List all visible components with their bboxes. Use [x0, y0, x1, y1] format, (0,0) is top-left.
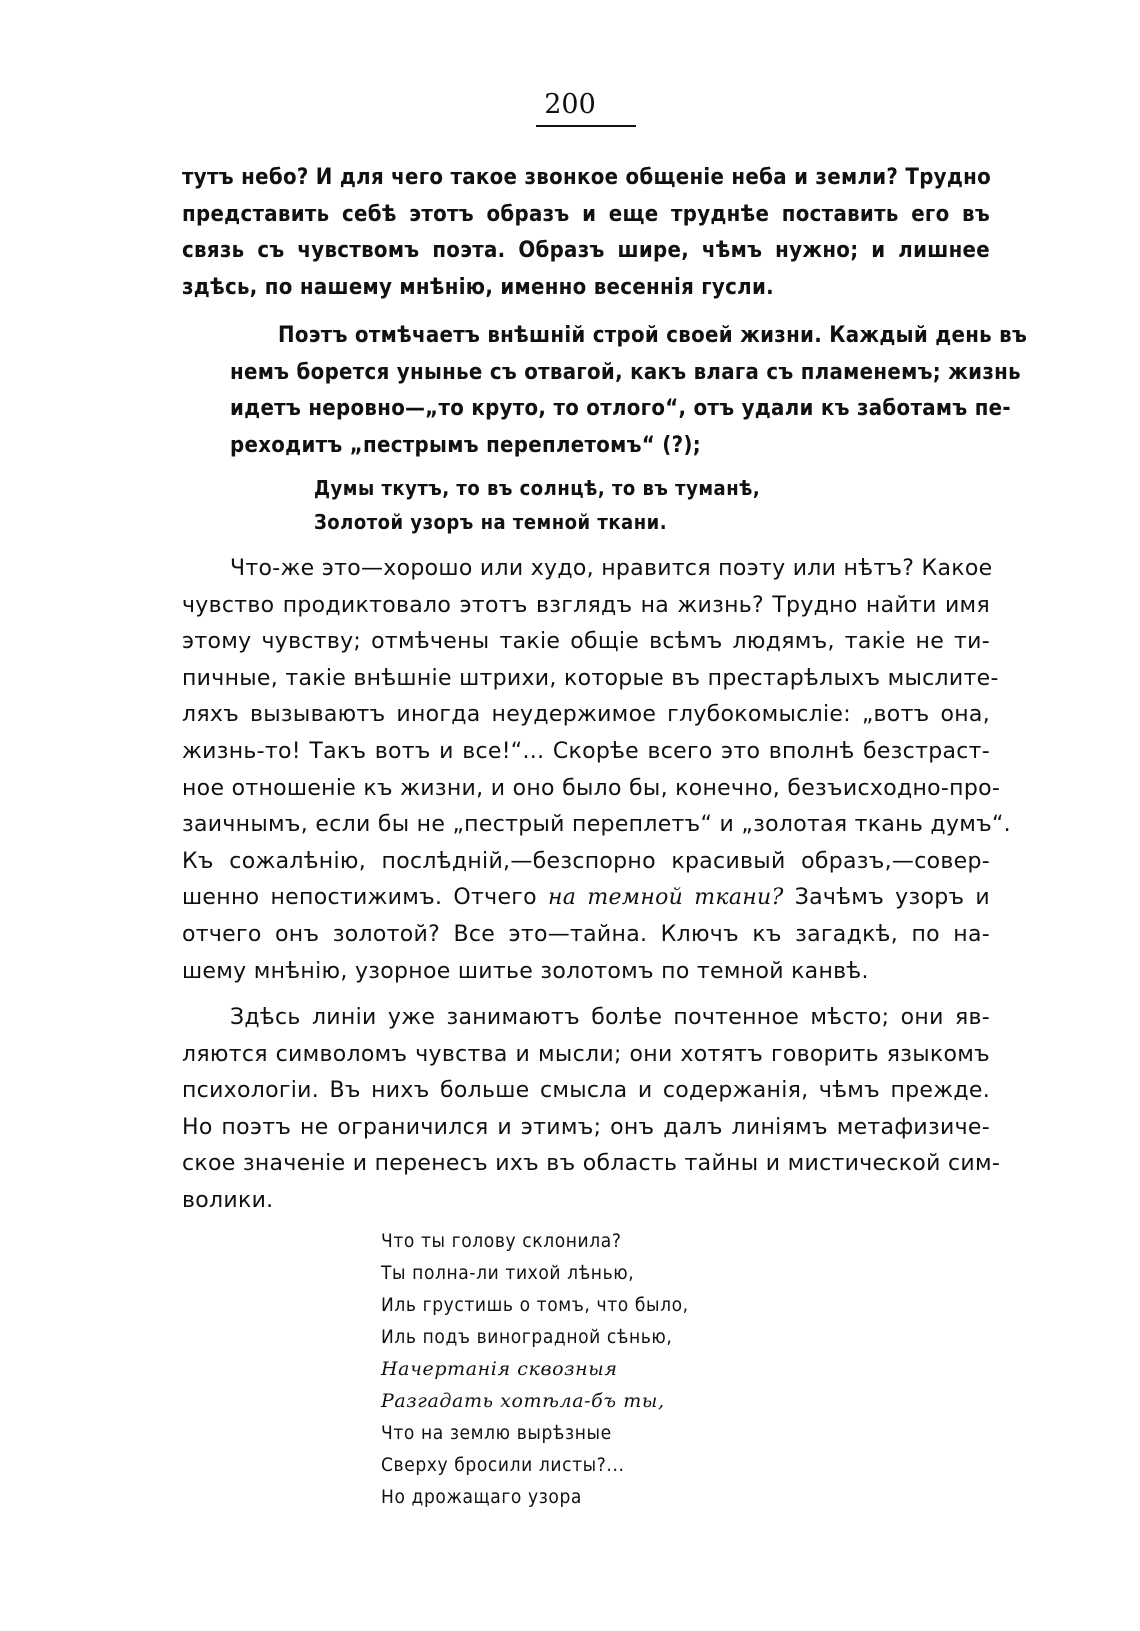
text-line: ное отношеніе къ жизни, и оно было бы, конечно, безъисходно-про-: [182, 775, 1001, 801]
verse-line: Золотой узоръ на темной ткани.: [314, 510, 668, 534]
verse-line: Но дрожащаго узора: [381, 1486, 582, 1508]
verse-line-italic: Начертанія сквозныя: [381, 1358, 618, 1380]
text-line: реходитъ „пестрымъ переплетомъ“ (?);: [230, 432, 701, 458]
verse-line: Ты полна-ли тихой лѣнью,: [381, 1262, 635, 1284]
text-line: заичнымъ, если бы не „пестрый переплетъ“ и „золотая ткань думъ“.: [182, 812, 1011, 838]
text-line: идетъ неровно—„то круто, то отлого“, отъ удали къ заботамъ пе-: [230, 396, 1011, 422]
verse-line: Иль грустишь о томъ, что было,: [381, 1294, 689, 1316]
text-segment: Зачѣмъ узоръ и: [794, 885, 991, 911]
text-line: связь съ чувствомъ поэта. Образъ шире, чѣмъ нужно; и лишнее: [182, 238, 990, 264]
text-line: этому чувству; отмѣчены такіе общіе всѣмъ людямъ, такіе не ти-: [182, 629, 990, 655]
paragraph-2: [182, 318, 1028, 464]
verse-line: Думы ткутъ, то въ солнцѣ, то въ туманѣ,: [314, 476, 761, 500]
text-line: ское значеніе и перенесъ ихъ въ область тайны и мистической сим-: [182, 1151, 1001, 1177]
paragraph-1: [182, 160, 990, 306]
verse-line-italic: Разгадать хотѣла-бъ ты,: [381, 1390, 665, 1412]
text-line: Къ сожалѣнію, послѣдній,—безспорно красивый образъ,—совер-: [182, 848, 990, 874]
text-line: ляются символомъ чувства и мысли; они хотятъ говорить языкомъ: [182, 1041, 990, 1067]
text-line: пичные, такіе внѣшніе штрихи, которые въ престарѣлыхъ мыслите-: [182, 665, 999, 691]
text-line-mixed: [182, 880, 990, 917]
verse-line: Иль подъ виноградной сѣнью,: [381, 1326, 673, 1348]
verse-quote-2: [381, 1225, 689, 1513]
text-line: здѣсь, по нашему мнѣнію, именно весеннія гусли.: [182, 274, 774, 300]
italic-phrase: на темной ткани?: [548, 885, 784, 911]
text-segment: шенно непостижимъ. Отчего: [182, 885, 537, 911]
text-line: отчего онъ золотой? Все это—тайна. Ключъ къ загадкѣ, по на-: [182, 921, 990, 947]
text-line: тутъ небо? И для чего такое звонкое общеніе неба и земли? Трудно: [182, 165, 992, 190]
text-line: шему мнѣнію, узорное шитье золотомъ по темной канвѣ.: [182, 958, 869, 984]
text-line: Поэтъ отмѣчаетъ внѣшній строй своей жизни. Каждый день въ: [278, 323, 1028, 348]
verse-quote-1: [314, 471, 760, 539]
paragraph-4: [182, 1000, 1001, 1220]
verse-line: Что ты голову склонила?: [381, 1230, 622, 1252]
page-number-rule: [536, 125, 636, 127]
text-line: представить себѣ этотъ образъ и еще труднѣе поставить его въ: [182, 201, 990, 227]
text-line: жизнь-то! Такъ вотъ и все!“... Скорѣе всего это вполнѣ безстраст-: [182, 738, 990, 764]
text-line: психологіи. Въ нихъ больше смысла и содержанія, чѣмъ прежде.: [182, 1078, 990, 1104]
paragraph-3: [182, 551, 1011, 990]
text-line: Что-же это—хорошо или худо, нравится поэту или нѣтъ? Какое: [230, 556, 993, 581]
verse-line: Сверху бросили листы?...: [381, 1454, 625, 1476]
text-line: Но поэтъ не ограничился и этимъ; онъ далъ линіямъ метафизиче-: [182, 1114, 990, 1140]
page-number: 200: [544, 89, 596, 120]
text-line: волики.: [182, 1187, 274, 1213]
text-line: Здѣсь линіи уже занимаютъ болѣе почтенное мѣсто; они яв-: [230, 1005, 990, 1030]
text-line: чувство продиктовало этотъ взглядъ на жизнь? Трудно найти имя: [182, 592, 990, 618]
text-line: ляхъ вызываютъ иногда неудержимое глубокомысліе: „вотъ она,: [182, 702, 990, 728]
text-line: немъ борется унынье съ отвагой, какъ влага съ пламенемъ; жизнь: [230, 359, 1021, 385]
verse-line: Что на землю вырѣзные: [381, 1422, 612, 1444]
